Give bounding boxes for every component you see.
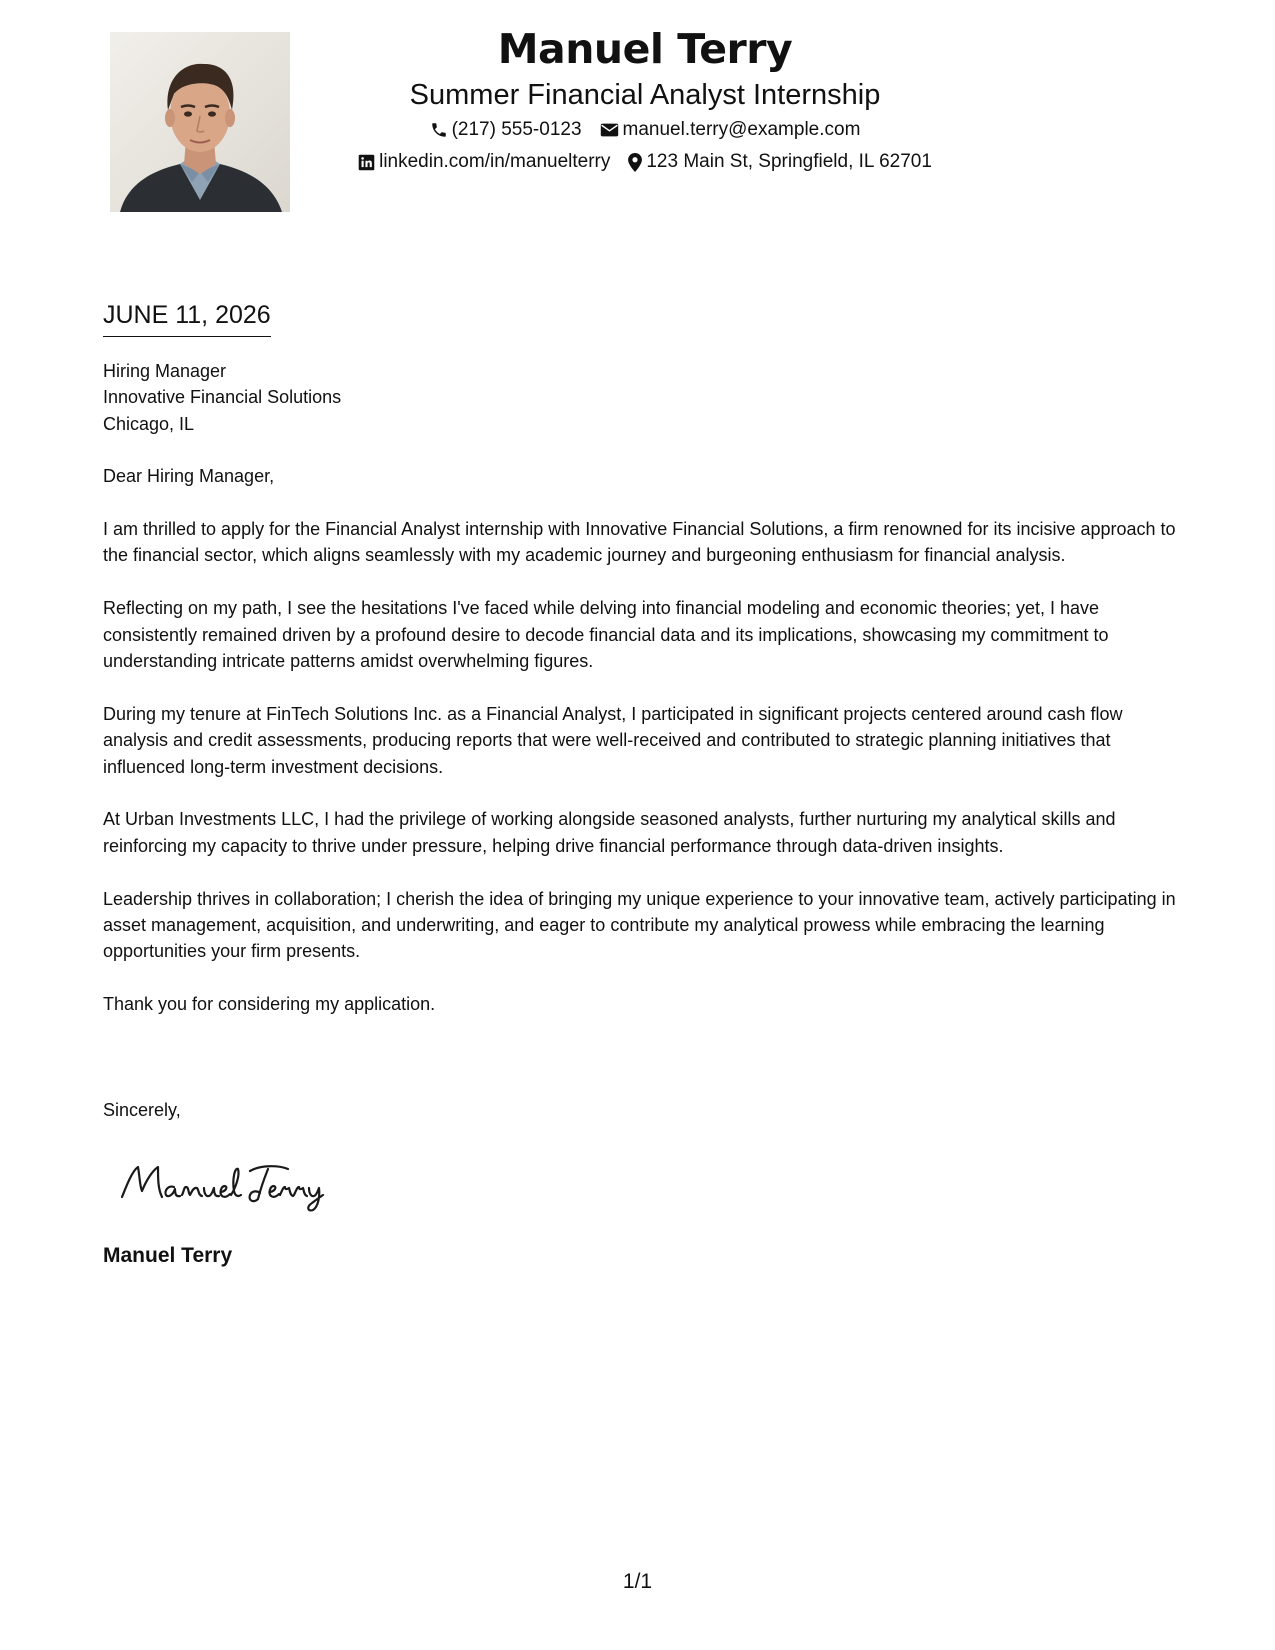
position-title: Summer Financial Analyst Internship xyxy=(409,79,881,111)
profile-photo xyxy=(110,32,290,212)
map-pin-icon xyxy=(628,153,642,172)
email-address[interactable]: manuel.terry@example.com xyxy=(622,119,861,140)
recipient-block xyxy=(103,358,1183,437)
contact-row-secondary xyxy=(300,146,990,178)
signer-name: Manuel Terry xyxy=(103,1244,233,1267)
thank-you-line: Thank you for considering my application. xyxy=(103,994,436,1015)
phone-contact xyxy=(430,114,582,146)
phone-number[interactable]: (217) 555-0123 xyxy=(451,119,582,140)
letter-header xyxy=(300,22,990,178)
linkedin-contact xyxy=(358,146,610,178)
linkedin-icon xyxy=(358,154,375,171)
envelope-icon xyxy=(600,122,619,138)
body-paragraph: During my tenure at FinTech Solutions Inc. as a Financial Analyst, I participated in significant projects centered around cash flow analysis and credit assessments, producing reports that were well-received and contributed to strategic planning initiatives that influenced long-term investment decisions. xyxy=(103,703,1123,777)
recipient-location: Chicago, IL xyxy=(103,413,195,434)
body-paragraph: At Urban Investments LLC, I had the privilege of working alongside seasoned analysts, further nurturing my analytical skills and reinforcing my capacity to thrive under pressure, helping drive financial performance through data-driven insights. xyxy=(103,809,1116,856)
email-contact xyxy=(600,114,861,146)
letter-date: JUNE 11, 2026 xyxy=(103,298,271,337)
page-number: 1/1 xyxy=(622,1570,653,1593)
recipient-title: Hiring Manager xyxy=(103,361,227,381)
salutation: Dear Hiring Manager, xyxy=(103,466,275,487)
body-paragraph: I am thrilled to apply for the Financial Analyst internship with Innovative Financial Solutions, a firm renowned for its incisive approach to the financial sector, which aligns seamlessly with my academic journey and burgeoning enthusiasm for financial analysis. xyxy=(103,519,1176,566)
closing-line: Sincerely, xyxy=(103,1100,181,1120)
street-address: 123 Main St, Springfield, IL 62701 xyxy=(646,151,932,172)
recipient-company: Innovative Financial Solutions xyxy=(103,387,342,408)
address-contact xyxy=(628,146,932,178)
phone-icon xyxy=(430,121,448,139)
linkedin-url[interactable]: linkedin.com/in/manuelterry xyxy=(379,151,611,172)
contact-row-primary xyxy=(300,114,990,146)
handwritten-signature xyxy=(118,1157,348,1213)
letter-body xyxy=(103,358,1183,1044)
body-paragraph: Reflecting on my path, I see the hesitations I've faced while delving into financial modeling and economic theories; yet, I have consistently remained driven by a profound desire to decode financial data and its implications, showcasing my commitment to understanding intricate patterns amidst overwhelming figures. xyxy=(103,598,1109,672)
body-paragraph: Leadership thrives in collaboration; I cherish the idea of bringing my unique experience to your innovative team, actively participating in asset management, acquisition, and underwriting, and eager to contribute my analytical prowess while embracing the learning opportunities your firm presents. xyxy=(103,888,1176,962)
applicant-name: Manuel Terry xyxy=(497,25,793,73)
